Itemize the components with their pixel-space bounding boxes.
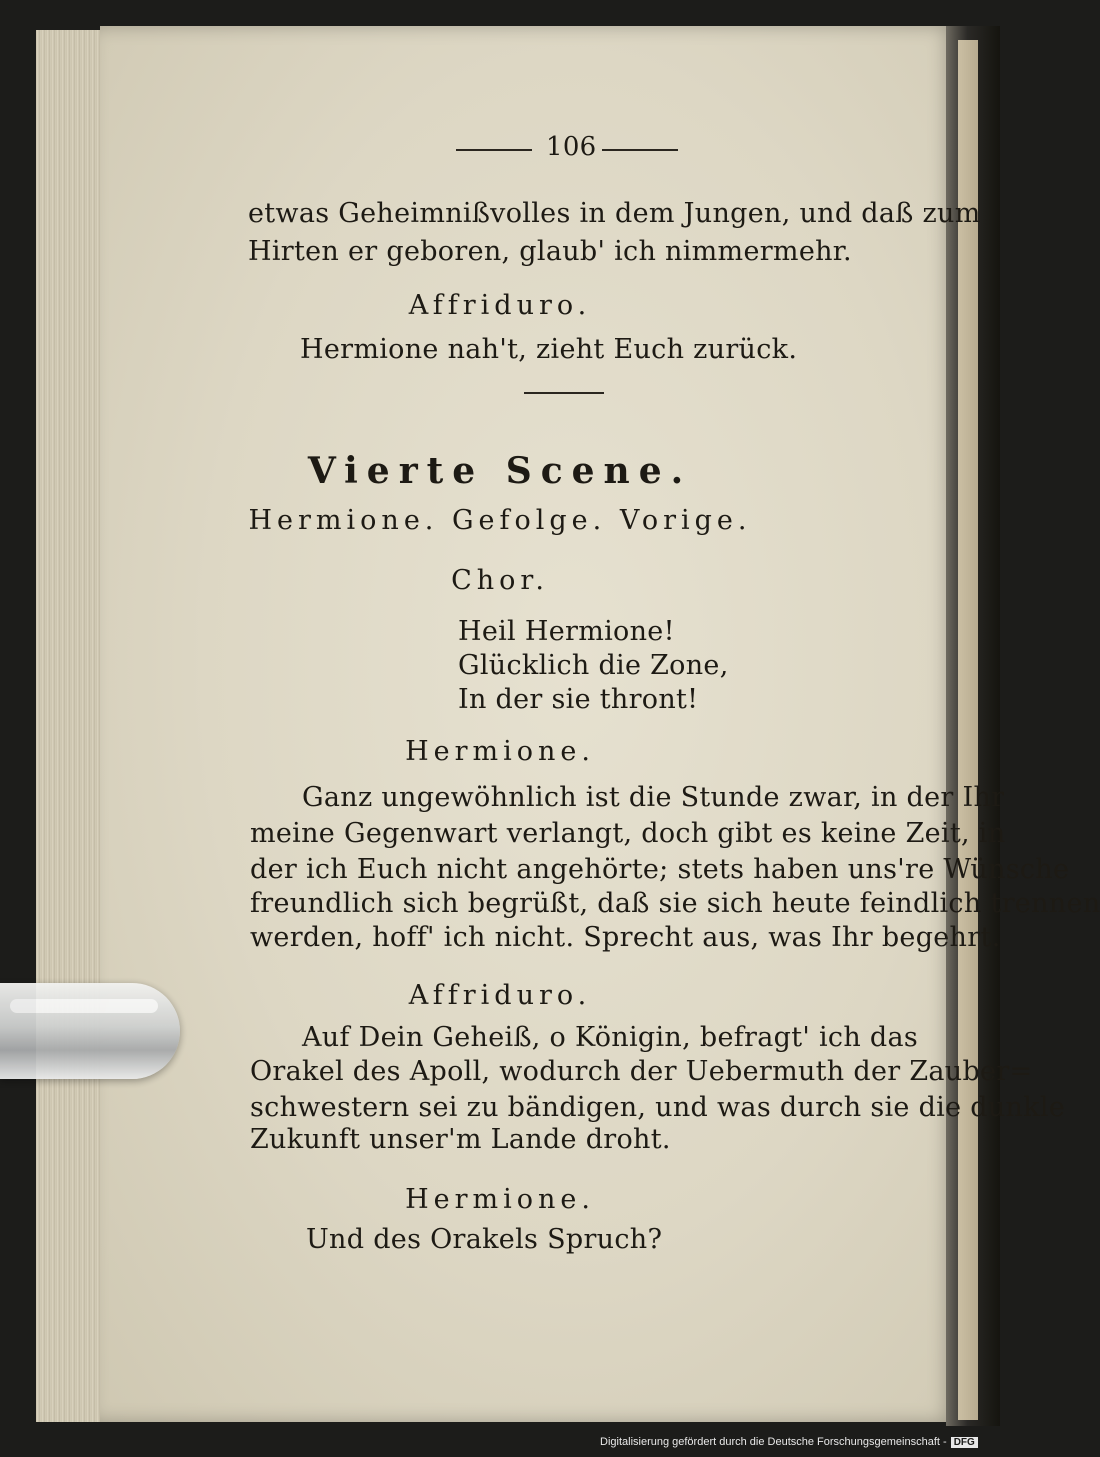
speaker-name: Chor. — [451, 565, 549, 596]
credit-text: Digitalisierung gefördert durch die Deutsche Forschungsgemeinschaft - — [600, 1436, 947, 1448]
page-number: 106 — [546, 132, 597, 162]
dfg-logo: DFG — [951, 1437, 978, 1448]
scene-heading: Vierte Scene. — [307, 450, 693, 492]
text-line: der ich Euch nicht angehörte; stets haben uns're Wünsche — [250, 854, 1070, 885]
verse-line: Glücklich die Zone, — [458, 650, 729, 681]
digitization-credit — [600, 1436, 978, 1448]
speaker-name: Hermione. — [405, 1184, 595, 1215]
text-line: Orakel des Apoll, wodurch der Uebermuth der Zauber= — [250, 1056, 1033, 1087]
page-header — [456, 132, 686, 166]
text-line: schwestern sei zu bändigen, und was durch sie die dunkle — [250, 1092, 1066, 1123]
header-rule-right — [602, 149, 678, 151]
section-divider — [524, 392, 604, 394]
text-line: Ganz ungewöhnlich ist die Stunde zwar, in der Ihr — [302, 782, 1005, 813]
text-line: freundlich sich begrüßt, daß sie sich heute feindlich trennen — [250, 888, 1100, 919]
speaker-name: Hermione. — [405, 736, 595, 767]
header-rule-left — [456, 149, 532, 151]
text-line: etwas Geheimnißvolles in dem Jungen, und daß zum — [248, 198, 981, 229]
text-line: Und des Orakels Spruch? — [306, 1224, 663, 1255]
text-line: meine Gegenwart verlangt, doch gibt es keine Zeit, in — [250, 818, 1006, 849]
text-line: Auf Dein Geheiß, o Königin, befragt' ich das — [302, 1022, 919, 1053]
verse-line: Heil Hermione! — [458, 616, 675, 647]
speaker-name: Affriduro. — [408, 980, 592, 1011]
text-line: Zukunft unser'm Lande droht. — [250, 1124, 671, 1155]
speaker-name: Affriduro. — [408, 290, 592, 321]
text-line: Hirten er geboren, glaub' ich nimmermehr. — [248, 236, 852, 267]
cast-list: Hermione. Gefolge. Vorige. — [248, 505, 752, 536]
text-line: werden, hoff' ich nicht. Sprecht aus, was Ihr begehrt. — [250, 922, 1001, 953]
text-line: Hermione nah't, zieht Euch zurück. — [300, 334, 798, 365]
verse-line: In der sie thront! — [458, 684, 699, 715]
